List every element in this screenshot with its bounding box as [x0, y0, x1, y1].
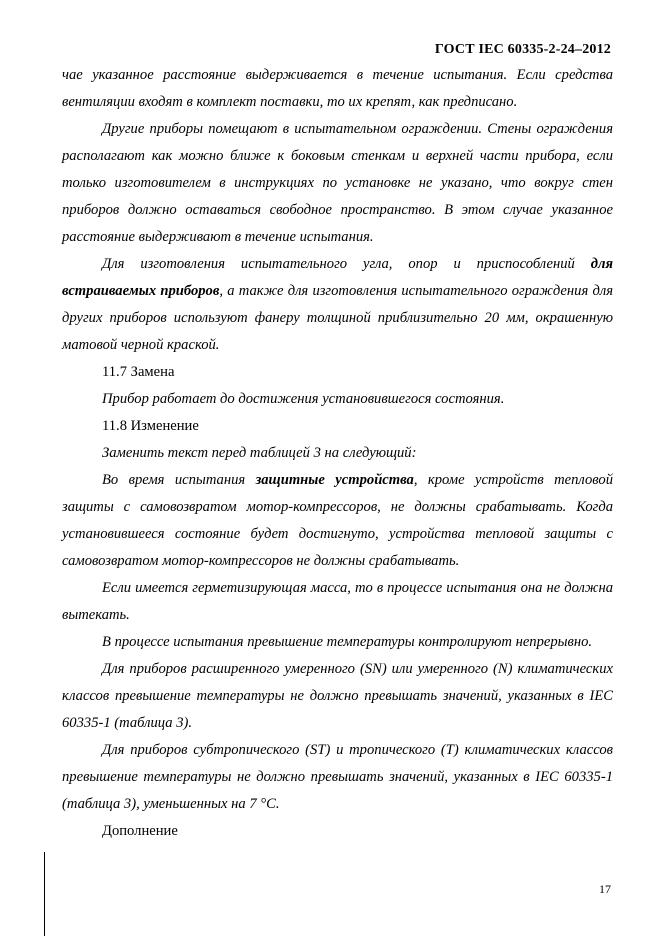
- paragraph-temperature-monitoring: В процессе испытания превышение температуры контролируют непрерывно.: [102, 634, 593, 650]
- paragraph-sealing-compound: Если имеется герметизирующая масса, то в процессе испытания она не должна вытекать.: [62, 580, 613, 623]
- paragraph-steady-state: Прибор работает до достижения установившегося состояния.: [102, 391, 505, 407]
- body-text: [62, 62, 613, 845]
- section-heading-addition: Дополнение: [102, 823, 178, 839]
- paragraph-protective-part1: Во время испытания: [102, 472, 256, 488]
- term-built-in-appliances: для встраиваемых приборов: [62, 256, 613, 299]
- paragraph-continuation: чае указанное расстояние выдерживается в течение испытания. Если средства вентиляции входят в комплект поставки, то их крепят, как предписано.: [62, 67, 613, 110]
- paragraph-enclosure: Другие приборы помещают в испытательном ограждении. Стены ограждения располагают как можно ближе к боковым стенкам и верхней части прибора, если только изготовителем в инструкциях по установке не указано, что вокруг стен приборов должно оставаться свободное пространство. В этом случае указанное расстояние выдерживают в течение испытания.: [62, 121, 613, 245]
- term-protective-devices: защитные устройства: [255, 472, 414, 488]
- page-number: 17: [599, 882, 611, 896]
- paragraph-plywood-part2: , а также для изготовления испытательного ограждения для других приборов используют фанеру толщиной приблизительно 20 мм, окрашенную матовой черной краской.: [62, 283, 613, 353]
- section-heading-11-7: 11.7 Замена: [102, 364, 175, 380]
- margin-rule: [44, 852, 45, 936]
- paragraph-st-t-classes: Для приборов субтропического (ST) и тропического (T) климатических классов превышение температуры не должно превышать значений, указанных в IEC 60335-1 (таблица 3), уменьшенных на 7 °С.: [62, 742, 613, 812]
- paragraph-plywood-part1: Для изготовления испытательного угла, опор и приспособлений: [102, 256, 591, 272]
- paragraph-plywood: [62, 251, 613, 359]
- paragraph-replace-text: Заменить текст перед таблицей 3 на следующий:: [102, 445, 417, 461]
- paragraph-sn-n-classes: Для приборов расширенного умеренного (SN) или умеренного (N) климатических классов превышение температуры не должно превышать значений, указанных в IEC 60335-1 (таблица 3).: [62, 661, 613, 731]
- paragraph-protective-part2: , кроме устройств тепловой защиты с самовозвратом мотор-компрессоров, не должны срабатывать. Когда установившееся состояние будет достигнуто, устройства тепловой защиты с самовозвратом мотор-компрессоров не должны срабатывать.: [62, 472, 614, 569]
- document-header: ГОСТ IEC 60335-2-24–2012: [434, 42, 611, 57]
- section-heading-11-8: 11.8 Изменение: [102, 418, 199, 434]
- paragraph-protective-devices: [62, 467, 613, 575]
